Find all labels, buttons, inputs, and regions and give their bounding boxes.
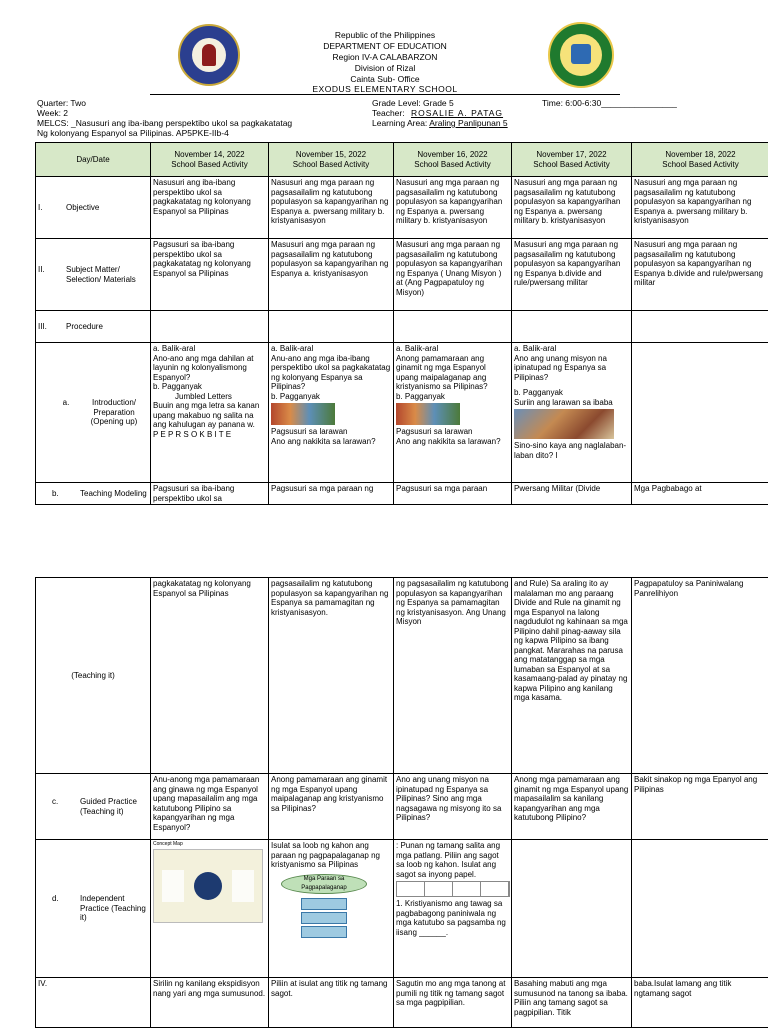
grade-level: Grade Level: Grade 5 [372, 98, 454, 108]
table-row [36, 774, 768, 840]
table-cell: Nasusuri ang mga paraan ng pagsasailalim ng katutubong populasyon sa kapangyarihan ng Espanya a. pwersang military b. kristyanisasyon [269, 177, 394, 239]
table-cell: Nasusuri ang mga paraan ng pagsasailalim ng katutubong populasyon sa kapangyarihan ng Espanya b.divide and rule/pwersang militar [632, 239, 768, 311]
week: Week: 2 [37, 108, 68, 118]
melcs: MELCS: _Nasusuri ang iba-ibang perspektibo ukol sa pagkakatatag [37, 118, 292, 128]
table-cell: Basahing mabuti ang mga sumusunod na tanong sa ibaba. Piliin ang tamang sagot sa pagpipilian. Titik [512, 978, 632, 1028]
table-row [36, 483, 768, 505]
flow-diagram-image: Mga Paraan sa Pagpapalaganap [271, 872, 375, 938]
table-row [36, 177, 768, 239]
learning-area [372, 118, 508, 128]
table-cell: ng pagsasailalim ng katutubong populasyon sa kapangyarihan ng Espanya sa pamamagitan ng kristyanisasyon. Ang Unang Misyon [394, 578, 512, 774]
table-cell: Masusuri ang mga paraan ng pagsasailalim ng katutubong populasyon sa kapangyarihan ng Espanya b.divide and rule/pwersang militar [512, 239, 632, 311]
quarter: Quarter: Two [37, 98, 86, 108]
area-value: Araling Panlipunan 5 [429, 118, 507, 128]
row-label: c. Guided Practice (Teaching it) [36, 774, 151, 840]
lesson-plan-table [35, 142, 768, 505]
table-row [36, 311, 768, 343]
table-cell: Anu-anong mga pamamaraan ang ginawa ng mga Espanyol upang mapasailalim ang mga katutubong Pilipino sa kapangyarihan ng mga Espanyol? [151, 774, 269, 840]
battle-painting-image [514, 409, 614, 439]
school-seal-icon [548, 22, 614, 88]
letterhead [0, 0, 768, 96]
row-label: I. Objective [36, 177, 151, 239]
table-row [36, 239, 768, 311]
row-label: a. Introduction/ Preparation (Opening up) [36, 343, 151, 483]
concept-map-image [153, 849, 263, 923]
table-cell: Pwersang Militar (Divide [512, 483, 632, 505]
table-cell: Pagsusuri sa mga paraan [394, 483, 512, 505]
table-cell: Sagutin mo ang mga tanong at pumili ng titik ng tamang sagot sa mga pagpipilian. [394, 978, 512, 1028]
table-cell: Pagsusuri sa iba-ibang perspektibo ukol sa [151, 483, 269, 505]
table-cell: Concept Map [151, 840, 269, 978]
table-cell: a. Balik-aral Ano ang unang misyon na ipinatupad ng Espanya sa Pilipinas? b. Pagganyak Suriin ang larawan sa ibaba Sino-sino kaya ang naglalaban-laban dito? I [512, 343, 632, 483]
table-cell: Pagsusuri sa mga paraan ng [269, 483, 394, 505]
table-cell: Sirilin ng kanilang ekspidisyon nang yari ang mga sumusunod. [151, 978, 269, 1028]
area-label: Learning Area: [372, 118, 427, 128]
table-row [36, 978, 768, 1028]
date-header: November 18, 2022 School Based Activity [632, 143, 768, 177]
table-cell: Masusuri ang mga paraan ng pagsasailalim ng katutubong populasyon sa kapangyarihan ng Espanya ( Unang Misyon ) at (Ang Pagpapatuloy ng Misyon) [394, 239, 512, 311]
table-header-row [36, 143, 768, 177]
teacher [372, 108, 503, 118]
table-cell: Nasusuri ang mga paraan ng pagsasailalim ng katutubong populasyon sa kapangyarihan ng Espanya a. pwersang military b. kristyanisasyon [394, 177, 512, 239]
table-cell: a. Balik-aral Anu-ano ang mga iba-ibang perspektibo ukol sa pagkakatatag ng kolonyang Espanya sa Pilipinas? b. Pagganyak Pagsusuri sa larawan Ano ang nakikita sa larawan? [269, 343, 394, 483]
header-line: Cainta Sub- Office [260, 74, 510, 84]
teacher-name: ROSALIE A. PATAG [411, 108, 503, 118]
table-cell: baba.Isulat lamang ang titik ngtamang sagot [632, 978, 768, 1028]
header-line: Region IV-A CALABARZON [260, 52, 510, 62]
table-cell: a. Balik-aral Anong pamamaraan ang ginamit ng mga Espanyol upang maipalaganap ang kristyanismo sa Pilipinas? b. Pagganyak Pagsusuri sa larawan Ano ang nakikita sa larawan? [394, 343, 512, 483]
table-cell: pagkakatatag ng kolonyang Espanyol sa Pilipinas [151, 578, 269, 774]
word-bank-box [396, 881, 510, 897]
table-cell: Pagpapatuloy sa Paniniwalang Panrelihiyon [632, 578, 768, 774]
table-row [36, 343, 768, 483]
table-cell: a. Balik-aral Ano-ano ang mga dahilan at layunin ng kolonyalismong Espanyol? b. Pagganyak Jumbled Letters Buuin ang mga letra sa kanan upang makabuo ng salita na ang kahulugan ay panana w. P E P R S O K B I T E [151, 343, 269, 483]
painting-image [396, 403, 460, 425]
table-cell: Isulat sa loob ng kahon ang paraan ng pagpapalaganap ng kristyanismo sa Pilipinas Mga Paraan sa Pagpapalaganap [269, 840, 394, 978]
table-cell: Ano ang unang misyon na ipinatupad ng Espanya sa Pilipinas? Sino ang mga nagsagawa ng misyong ito sa Pilipinas? [394, 774, 512, 840]
melcs-code: Ng kolonyang Espanyol sa Pilipinas. AP5PKE-IIb-4 [37, 128, 229, 138]
table-cell: Anong mga pamamaraan ang ginamit ng mga Espanyol upang mapasailalim sa kanilang kapangyarihan ang mga katutubong Pilipino? [512, 774, 632, 840]
time: Time: 6:00-6:30________________ [542, 98, 677, 108]
table-row [36, 840, 768, 978]
row-label: d. Independent Practice (Teaching it) [36, 840, 151, 978]
row-label: II. Subject Matter/ Selection/ Materials [36, 239, 151, 311]
table-cell: Nasusuri ang mga paraan ng pagsasailalim ng katutubong populasyon sa kapangyarihan ng Espanya a. pwersang military b. kristyanisasyon [512, 177, 632, 239]
header-line: DEPARTMENT OF EDUCATION [260, 41, 510, 51]
table-cell: Masusuri ang mga paraan ng pagsasailalim ng katutubong populasyon sa kapangyarihan ng Espanya a. kristyanisasyon [269, 239, 394, 311]
table-cell: Pagsusuri sa iba-ibang perspektibo ukol sa pagkakatatag ng kolonyang Espanyol sa Pilipinas [151, 239, 269, 311]
table-cell: pagsasailalim ng katutubong populasyon sa kapangyarihan ng Espanya sa pamamagitan ng kristyanisasyon. [269, 578, 394, 774]
row-label: III. Procedure [36, 311, 151, 343]
header-line: Division of Rizal [260, 63, 510, 73]
table-cell: Piliin at isulat ang titik ng tamang sagot. [269, 978, 394, 1028]
header-line: Republic of the Philippines [260, 30, 510, 40]
day-date-header: Day/Date [36, 143, 151, 177]
table-row [36, 578, 768, 774]
school-name: EXODUS ELEMENTARY SCHOOL [150, 84, 620, 95]
table-cell: Bakit sinakop ng mga Epanyol ang Pilipinas [632, 774, 768, 840]
deped-seal-icon [178, 24, 240, 86]
table-cell: : Punan ng tamang salita ang mga patlang. Piliin ang sagot sa loob ng kahon. Isulat ang sagot sa inyong papel. 1. Kristiyanismo ang tawag sa pagbabagong paniniwala ng mga katutubo sa pagsamba ng iisang ______. [394, 840, 512, 978]
row-label: IV. [36, 978, 151, 1028]
table-cell: Anong pamamaraan ang ginamit ng mga Espanyol upang maipalaganap ang kristyanismo sa Pilipinas? [269, 774, 394, 840]
date-header: November 14, 2022 School Based Activity [151, 143, 269, 177]
painting-image [271, 403, 335, 425]
row-label: b. Teaching Modeling [36, 483, 151, 505]
date-header: November 16, 2022 School Based Activity [394, 143, 512, 177]
table-cell: Mga Pagbabago at [632, 483, 768, 505]
table-cell: Nasusuri ang mga paraan ng pagsasailalim ng katutubong populasyon sa kapangyarihan ng Espanya a. pwersang military b. kristyanisasyon [632, 177, 768, 239]
teacher-label: Teacher: [372, 108, 405, 118]
table-cell: and Rule) Sa araling ito ay malalaman mo ang paraang Divide and Rule na ginamit ng mga Espanyol na lalong nagdudulot ng kahinaan sa mga Pilipino dahil pinag-aaway sila ng kapwa Pilipino sa ibang pangkat. Mararahas na parusa ang matatanggap sa mga lumaban sa Espanyol at sa kasamaang-palad ay pinatay ng kapwa Pilipino ang kanilang mga kasama. [512, 578, 632, 774]
table-cell: Nasusuri ang iba-ibang perspektibo ukol sa pagkakatatag ng kolonyang Espanyol sa Pilipinas [151, 177, 269, 239]
row-label: (Teaching it) [36, 578, 151, 774]
lesson-plan-table-continued [35, 577, 768, 1028]
date-header: November 17, 2022 School Based Activity [512, 143, 632, 177]
date-header: November 15, 2022 School Based Activity [269, 143, 394, 177]
